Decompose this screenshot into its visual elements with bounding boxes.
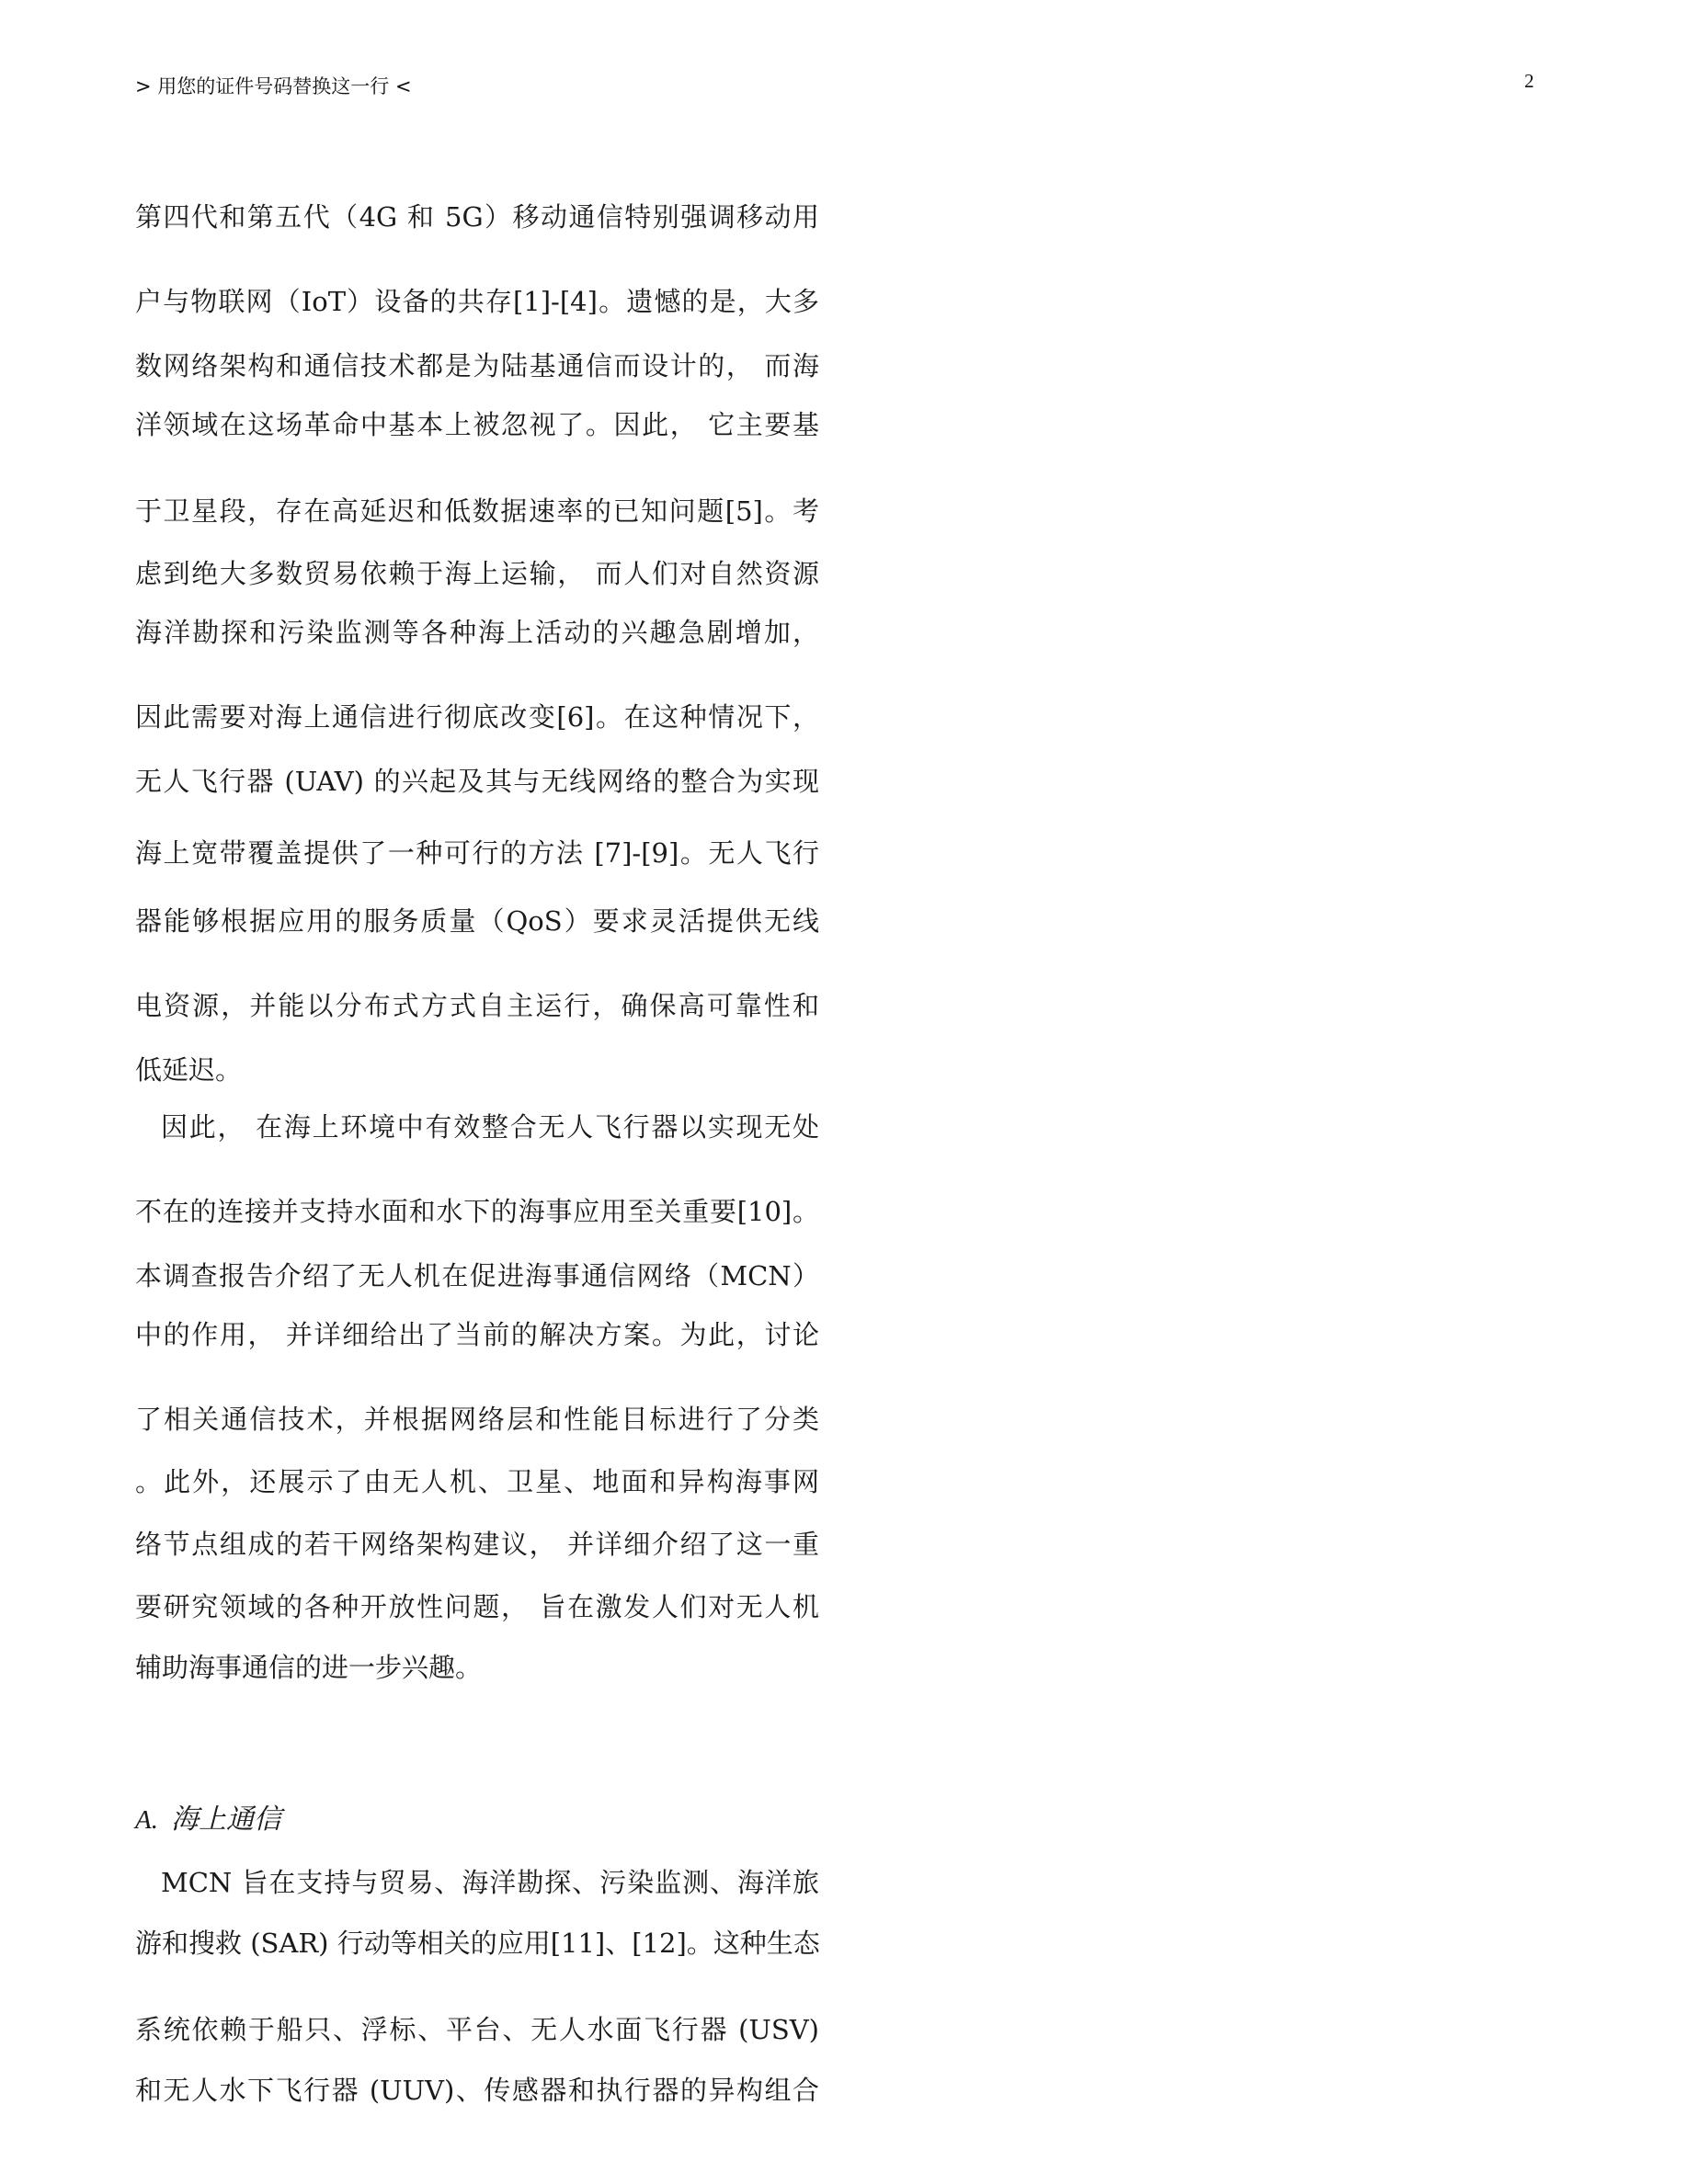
paragraph-2-line: 要研究领域的各种开放性问题， 旨在激发人们对无人机 — [135, 1591, 819, 1622]
paragraph-1-line: 第四代和第五代（4G 和 5G）移动通信特别强调移动用 — [135, 201, 819, 233]
paragraph-2-line: 了相关通信技术，并根据网络层和性能目标进行了分类 — [135, 1404, 819, 1435]
paragraph-2-line: 本调查报告介绍了无人机在促进海事通信网络（MCN） — [135, 1260, 819, 1291]
paragraph-3-line: 系统依赖于船只、浮标、平台、无人水面飞行器 (USV) — [135, 2014, 819, 2045]
paragraph-3-line: 游和搜救 (SAR) 行动等相关的应用[11]、[12]。这种生态 — [135, 1928, 820, 1959]
paragraph-2-line: 络节点组成的若干网络架构建议， 并详细介绍了这一重 — [135, 1529, 819, 1560]
paragraph-1-line: 海上宽带覆盖提供了一种可行的方法 [7]-[9]。无人飞行 — [135, 837, 819, 869]
section-letter: A. — [135, 1805, 158, 1835]
paragraph-2-line: 中的作用， 并详细给出了当前的解决方案。为此，讨论 — [135, 1319, 819, 1350]
page-number: 2 — [1524, 70, 1534, 92]
paragraph-1-line: 户与物联网（IoT）设备的共存[1]-[4]。遗憾的是，大多 — [135, 286, 819, 317]
paragraph-1-line: 数网络架构和通信技术都是为陆基通信而设计的， 而海 — [135, 350, 819, 381]
page-header: > 用您的证件号码替换这一行 < — [135, 75, 412, 97]
paragraph-2-line: 。此外，还展示了由无人机、卫星、地面和异构海事网 — [135, 1466, 819, 1497]
paragraph-1-line: 于卫星段，存在高延迟和低数据速率的已知问题[5]。考 — [135, 495, 819, 527]
section-heading — [135, 1802, 281, 1838]
paragraph-2-line: 不在的连接并支持水面和水下的海事应用至关重要[10]。 — [135, 1196, 819, 1227]
paragraph-1-line: 电资源，并能以分布式方式自主运行，确保高可靠性和 — [135, 990, 819, 1021]
paragraph-1-line: 海洋勘探和污染监测等各种海上活动的兴趣急剧增加， — [135, 617, 819, 648]
paragraph-1-line: 因此需要对海上通信进行彻底改变[6]。在这种情况下， — [135, 701, 819, 733]
paragraph-1-line: 无人飞行器 (UAV) 的兴起及其与无线网络的整合为实现 — [135, 766, 819, 797]
paragraph-1-line: 洋领域在这场革命中基本上被忽视了。因此， 它主要基 — [135, 409, 819, 440]
paragraph-1-line: 虑到绝大多数贸易依赖于海上运输， 而人们对自然资源 — [135, 558, 819, 589]
section-title: 海上通信 — [170, 1803, 281, 1836]
paragraph-3-line: 和无人水下飞行器 (UUV)、传感器和执行器的异构组合 — [135, 2075, 819, 2106]
paragraph-3-line: MCN 旨在支持与贸易、海洋勘探、污染监测、海洋旅 — [161, 1867, 819, 1898]
paragraph-2-line: 辅助海事通信的进一步兴趣。 — [135, 1652, 483, 1683]
paragraph-1-line: 低延迟。 — [135, 1054, 243, 1086]
paragraph-2-line: 因此， 在海上环境中有效整合无人飞行器以实现无处 — [161, 1111, 819, 1143]
paragraph-1-line: 器能够根据应用的服务质量（QoS）要求灵活提供无线 — [135, 905, 819, 937]
